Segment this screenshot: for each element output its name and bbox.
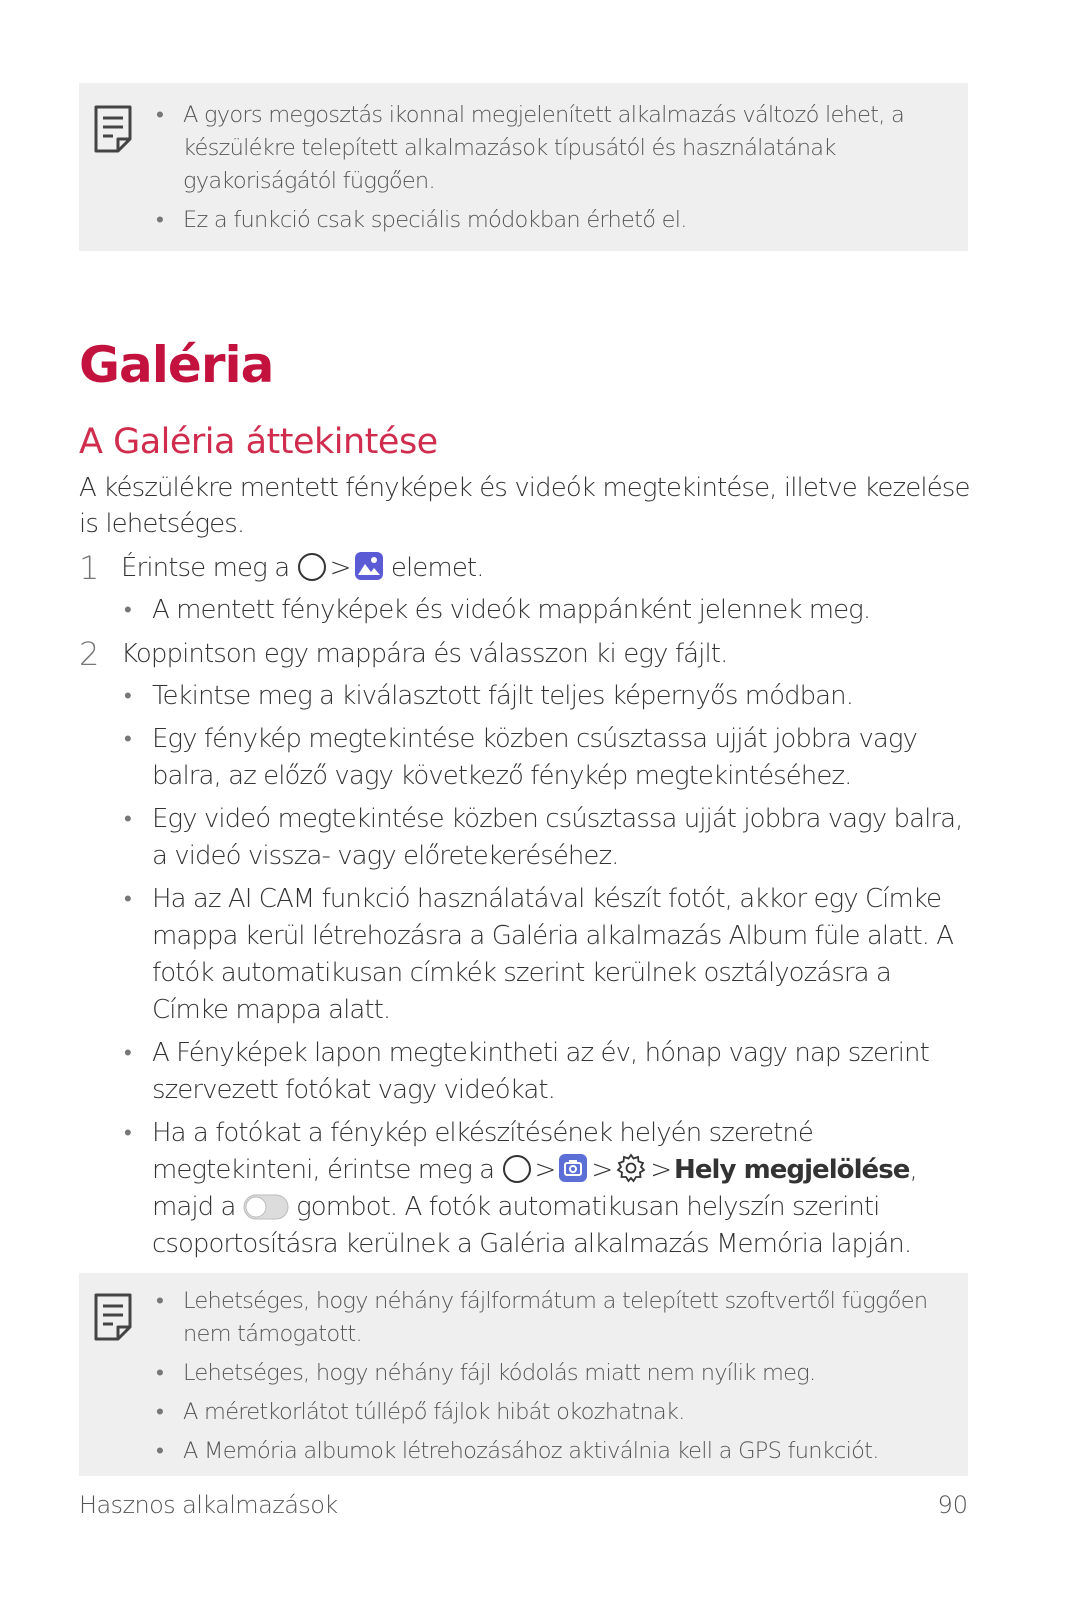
note-list bbox=[156, 1285, 952, 1474]
toggle-switch-icon bbox=[243, 1194, 289, 1220]
step-1-bullets bbox=[124, 592, 974, 635]
note-box-bottom bbox=[79, 1273, 968, 1476]
separator: > bbox=[329, 553, 351, 583]
home-circle-icon bbox=[502, 1154, 532, 1184]
home-circle-icon bbox=[297, 552, 327, 582]
step-text-before: Érintse meg a bbox=[121, 553, 290, 583]
list-item-location bbox=[124, 1115, 974, 1263]
location-tag-label: Hely megjelölése bbox=[674, 1155, 910, 1185]
note-item: • Lehetséges, hogy néhány fájlformátum a telepített szoftvertől függően nem támogatott. bbox=[156, 1285, 952, 1351]
camera-app-icon bbox=[558, 1153, 588, 1183]
step-2-bullets bbox=[124, 678, 974, 1269]
step-text bbox=[121, 550, 484, 586]
separator: > bbox=[650, 1155, 672, 1185]
section-subtitle: A Galéria áttekintése bbox=[79, 422, 438, 462]
step-text-after: elemet. bbox=[390, 553, 484, 583]
note-box-top bbox=[79, 83, 968, 251]
footer-section-name: Hasznos alkalmazások bbox=[79, 1491, 338, 1519]
list-item: • A Fényképek lapon megtekintheti az év, hónap vagy nap szerint szervezett fotókat vagy videókat. bbox=[124, 1035, 974, 1109]
gallery-app-icon bbox=[354, 551, 384, 581]
settings-gear-icon bbox=[615, 1152, 647, 1184]
comma: , bbox=[909, 1155, 917, 1185]
separator: > bbox=[534, 1155, 556, 1185]
list-item: • A mentett fényképek és videók mappánként jelennek meg. bbox=[124, 592, 974, 629]
footer-page-number: 90 bbox=[937, 1491, 968, 1519]
note-icon bbox=[94, 105, 132, 153]
note-item: • Lehetséges, hogy néhány fájl kódolás miatt nem nyílik meg. bbox=[156, 1357, 952, 1390]
bullet-text: majd a bbox=[152, 1192, 236, 1222]
note-item: • A gyors megosztás ikonnal megjelenített alkalmazás változó lehet, a készülékre telepített alkalmazások típusától és használatának gyakoriságától függően. bbox=[156, 99, 952, 198]
list-item: • Egy videó megtekintése közben csúsztassa ujját jobbra vagy balra, a videó vissza- vagy előretekeréséhez. bbox=[124, 801, 974, 875]
note-list bbox=[156, 99, 952, 243]
list-item: • Tekintse meg a kiválasztott fájlt teljes képernyős módban. bbox=[124, 678, 974, 715]
bullet-text: Ha a fotókat a fénykép elkészítésének helyén szeretné megtekinteni, érintse meg a bbox=[152, 1118, 813, 1185]
note-icon bbox=[94, 1293, 132, 1341]
note-item: • A Memória albumok létrehozásához aktiválnia kell a GPS funkciót. bbox=[156, 1435, 952, 1468]
separator: > bbox=[591, 1155, 613, 1185]
step-number: 2 bbox=[79, 635, 99, 673]
list-item: • Egy fénykép megtekintése közben csúsztassa ujját jobbra vagy balra, az előző vagy következő fénykép megtekintéséhez. bbox=[124, 721, 974, 795]
intro-paragraph: A készülékre mentett fényképek és videók megtekintése, illetve kezelése is lehetséges. bbox=[79, 473, 970, 539]
step-number: 1 bbox=[79, 549, 99, 587]
bullet-text: gombot. A fotók automatikusan helyszín szerinti csoportosításra kerülnek a Galéria alkalmazás Memória lapján. bbox=[152, 1192, 912, 1259]
note-item: • A méretkorlátot túllépő fájlok hibát okozhatnak. bbox=[156, 1396, 952, 1429]
list-item: • Ha az AI CAM funkció használatával készít fotót, akkor egy Címke mappa kerül létrehozásra a Galéria alkalmazás Album füle alatt. A fotók automatikusan címkék szerint kerülnek osztályozásra a Címke mappa alatt. bbox=[124, 881, 974, 1029]
note-item: • Ez a funkció csak speciális módokban érhető el. bbox=[156, 204, 952, 237]
page-title: Galéria bbox=[79, 336, 274, 394]
step-text: Koppintson egy mappára és válasszon ki egy fájlt. bbox=[121, 639, 728, 669]
